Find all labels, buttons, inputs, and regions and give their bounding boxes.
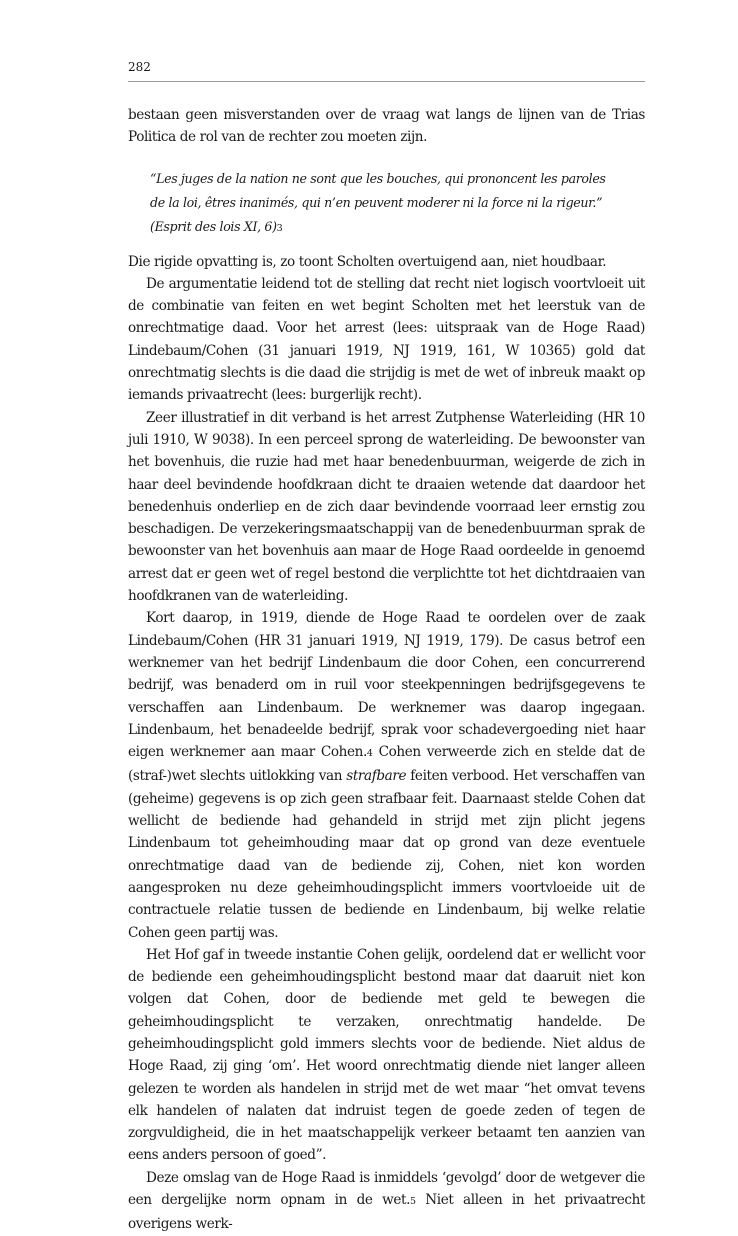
paragraph-6-part-a: Deze omslag van de Hoge Raad is inmiddels ‘gevolgd’ door de wetgever die een dergelijke norm opnam in de wet. bbox=[128, 1169, 645, 1209]
paragraph-4-part-c: feiten verbood. Het verschaffen van (geheime) gegevens is op zich geen strafbaar feit. Daarnaast stelde Cohen dat wellicht de bediende had gehandeld in strijd met zijn plicht jegens Lindenbaum tot geheimhouding maar dat op grond van deze eventuele onrechtmatige daad van de bediende zij, Cohen, niet kon worden aangesproken nu deze geheimhoudingsplicht immers voortvloeide uit de contractuele relatie tussen de bediende en Lindenbaum, bij welke relatie Cohen geen partij was. bbox=[128, 768, 645, 941]
intro-paragraph: bestaan geen misverstanden over de vraag wat langs de lijnen van de Trias Politica de rol van de rechter zou moeten zijn. bbox=[128, 107, 645, 146]
paragraph-4 bbox=[128, 607, 645, 943]
footnote-marker-5: 5 bbox=[410, 1196, 416, 1208]
body-text bbox=[128, 104, 645, 1236]
paragraph-4-part-b: Cohen verweerde zich en stelde dat de (straf-)wet slechts uitlokking van bbox=[128, 744, 645, 785]
quote-text: “Les juges de la nation ne sont que les bouches, qui prononcent les paroles de la loi, êtres inanimés, qui n’en peuvent moderer ni la force ni la rigeur.” (Esprit des lois XI, 6) bbox=[150, 170, 606, 234]
paragraph-6 bbox=[128, 1167, 645, 1236]
block-quote bbox=[150, 167, 620, 241]
paragraph-6-part-b: Niet alleen in het privaatrecht overigens werk- bbox=[128, 1192, 645, 1233]
paragraph-3: Zeer illustratief in dit verband is het arrest Zutphense Waterleiding (HR 10 juli 1910, W 9038). In een perceel sprong de waterleiding. De bewoonster van het bovenhuis, die ruzie had met haar benedenbuurman, weigerde de zich in haar deel bevindende hoofdkraan dicht te draaien wetende dat daardoor het benedenhuis onderliep en de zich daar bevindende voorraad leer ernstig zou beschadigen. De verzekeringsmaatschappij van de benedenbuurman sprak de bewoonster van het bovenhuis aan maar de Hoge Raad oordeelde in genoemd arrest dat er geen wet of regel bestond die verplichtte tot het dichtdraaien van hoofdkranen van de waterleiding. bbox=[128, 409, 645, 605]
paragraph-2: De argumentatie leidend tot de stelling dat recht niet logisch voortvloeit uit de combinatie van feiten en wet begint Scholten met het leerstuk van de onrechtmatige daad. Voor het arrest (lees: uitspraak van de Hoge Raad) Lindebaum/Cohen (31 januari 1919, NJ 1919, 161, W 10365) gold dat onrechtmatig slechts is die daad die strijdig is met de wet of inbreuk maakt op iemands privaatrecht (lees: burgerlijk recht). bbox=[128, 275, 645, 404]
footnote-marker-4: 4 bbox=[366, 748, 373, 760]
paragraph-1: Die rigide opvatting is, zo toont Scholten overtuigend aan, niet houdbaar. bbox=[128, 253, 607, 270]
footnote-marker-3: 3 bbox=[276, 222, 283, 234]
emphasis-strafbare: strafbare bbox=[346, 768, 407, 785]
header-rule bbox=[128, 81, 645, 82]
paragraph-4-part-a: Kort daarop, in 1919, diende de Hoge Raad te oordelen over de zaak Lindebaum/Cohen (HR 31 januari 1919, NJ 1919, 179). De casus betrof een werknemer van het bedrijf Lindenbaum die door Cohen, een concurrerend bedrijf, was benaderd om in ruil voor steekpenningen bedrijfsgegevens te verschaffen aan Lindenbaum. De werknemer was daarop ingegaan. Lindenbaum, het benadeelde bedrijf, sprak voor schadevergoeding niet haar eigen werknemer aan maar Cohen. bbox=[128, 610, 645, 761]
page-number: 282 bbox=[128, 60, 151, 74]
paragraph-5: Het Hof gaf in tweede instantie Cohen gelijk, oordelend dat er wellicht voor de bediende een geheimhoudingsplicht bestond maar dat daaruit niet kon volgen dat Cohen, door de bediende met geld te bewegen die geheimhoudingsplicht te verzaken, onrechtmatig handelde. De geheimhoudingsplicht gold immers slechts voor de bediende. Niet aldus de Hoge Raad, zij ging ‘om’. Het woord onrechtmatig diende niet langer alleen gelezen te worden als handelen in strijd met de wet maar “het omvat tevens elk handelen of nalaten dat indruist tegen de goede zeden of tegen de zorgvuldigheid, die in het maatschappelijk verkeer betaamt ten aanzien van eens anders persoon of goed”. bbox=[128, 946, 645, 1164]
